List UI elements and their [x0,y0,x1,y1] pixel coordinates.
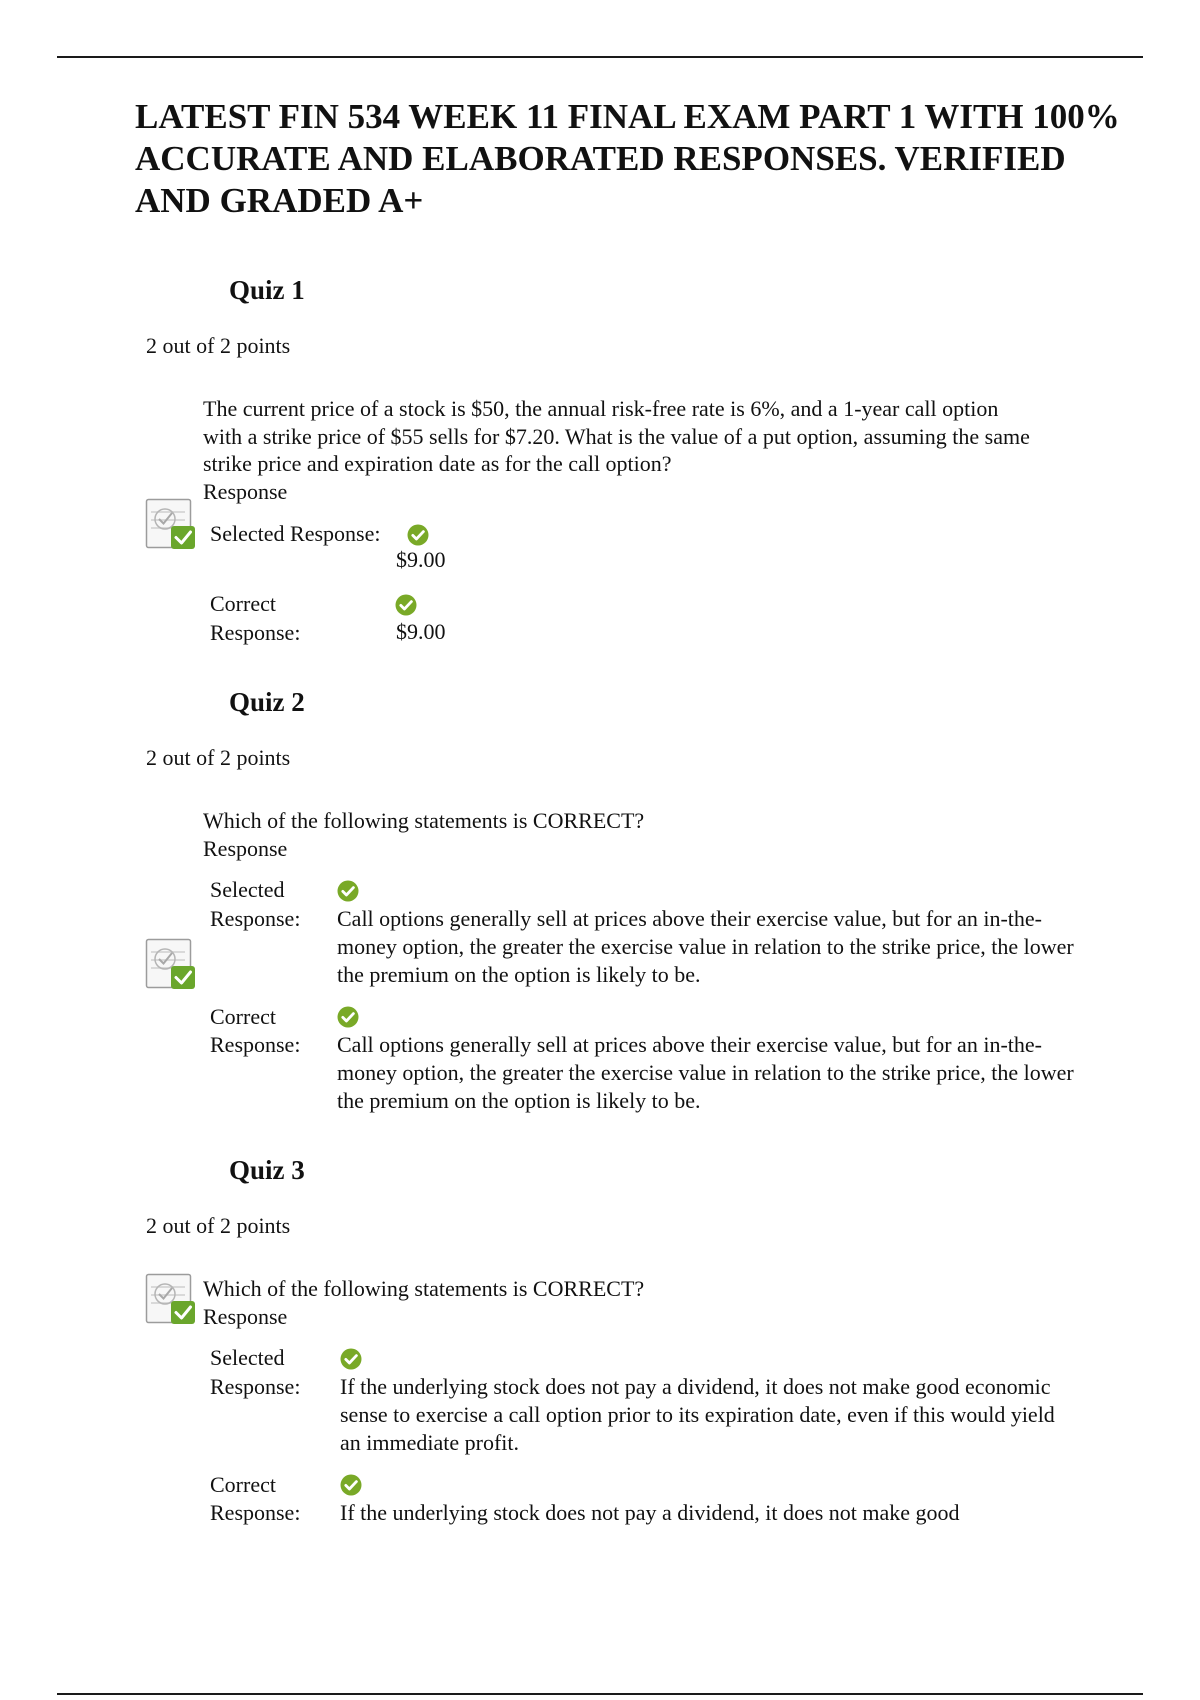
selected-answer: $9.00 [396,547,446,572]
question-block [203,1275,1033,1330]
document-title: LATEST FIN 534 WEEK 11 FINAL EXAM PART 1 WITH 100% ACCURATE AND ELABORATED RESPONSES. VERIFIED AND GRADED A+ [135,97,1120,220]
response-label: Response [203,835,288,861]
quiz-title: Quiz 2 [229,687,305,717]
correct-response-label-line1: Correct [210,591,276,616]
top-rule [57,56,1143,58]
question-text: The current price of a stock is $50, the annual risk-free rate is 6%, and a 1-year call option with a strike price of $55 sells for $7.20. What is the value of a put option, assuming the same strike price and expiration date as for the call option? [203,396,1030,476]
bottom-rule [57,1693,1143,1695]
graded-correct-icon [145,1273,197,1325]
question-block [203,395,1033,505]
correct-response-label-line1: Correct [210,1004,276,1029]
question-block [203,807,1033,862]
question-text: Which of the following statements is CORRECT? [203,808,645,833]
graded-correct-icon [145,498,197,550]
selected-response-label-line1: Selected [210,1345,285,1370]
response-label: Response [203,478,288,504]
selected-response-label: Selected Response: [210,521,381,546]
correct-answer: Call options generally sell at prices above their exercise value, but for an in-the-money option, the greater the exercise value in relation to the strike price, the lower the premium on the option is likely to be. [337,1032,1074,1113]
correct-response-label-line2: Response: [210,620,301,645]
selected-answer: If the underlying stock does not pay a dividend, it does not make good economic sense to exercise a call option prior to its expiration date, even if this would yield an immediate profit. [340,1374,1055,1455]
correct-answer: If the underlying stock does not pay a dividend, it does not make good [340,1500,960,1525]
quiz-points: 2 out of 2 points [146,745,291,770]
graded-correct-icon [145,938,197,990]
check-circle-icon [340,1474,362,1496]
selected-response-label-line2: Response: [210,906,301,931]
quiz-points: 2 out of 2 points [146,1213,291,1238]
quiz-title: Quiz 3 [229,1155,305,1185]
correct-response-label-line2: Response: [210,1500,301,1525]
response-label: Response [203,1303,288,1329]
check-circle-icon [395,594,417,616]
quiz-title: Quiz 1 [229,275,305,305]
correct-response-label-line1: Correct [210,1472,276,1497]
check-circle-icon [337,880,359,902]
quiz-points: 2 out of 2 points [146,333,291,358]
selected-answer: Call options generally sell at prices above their exercise value, but for an in-the-money option, the greater the exercise value in relation to the strike price, the lower the premium on the option is likely to be. [337,906,1074,987]
selected-response-label-line1: Selected [210,877,285,902]
correct-response-label-line2: Response: [210,1032,301,1057]
check-circle-icon [407,524,429,546]
check-circle-icon [337,1006,359,1028]
correct-answer: $9.00 [396,619,446,644]
selected-response-label-line2: Response: [210,1374,301,1399]
check-circle-icon [340,1348,362,1370]
question-text: Which of the following statements is CORRECT? [203,1276,645,1301]
